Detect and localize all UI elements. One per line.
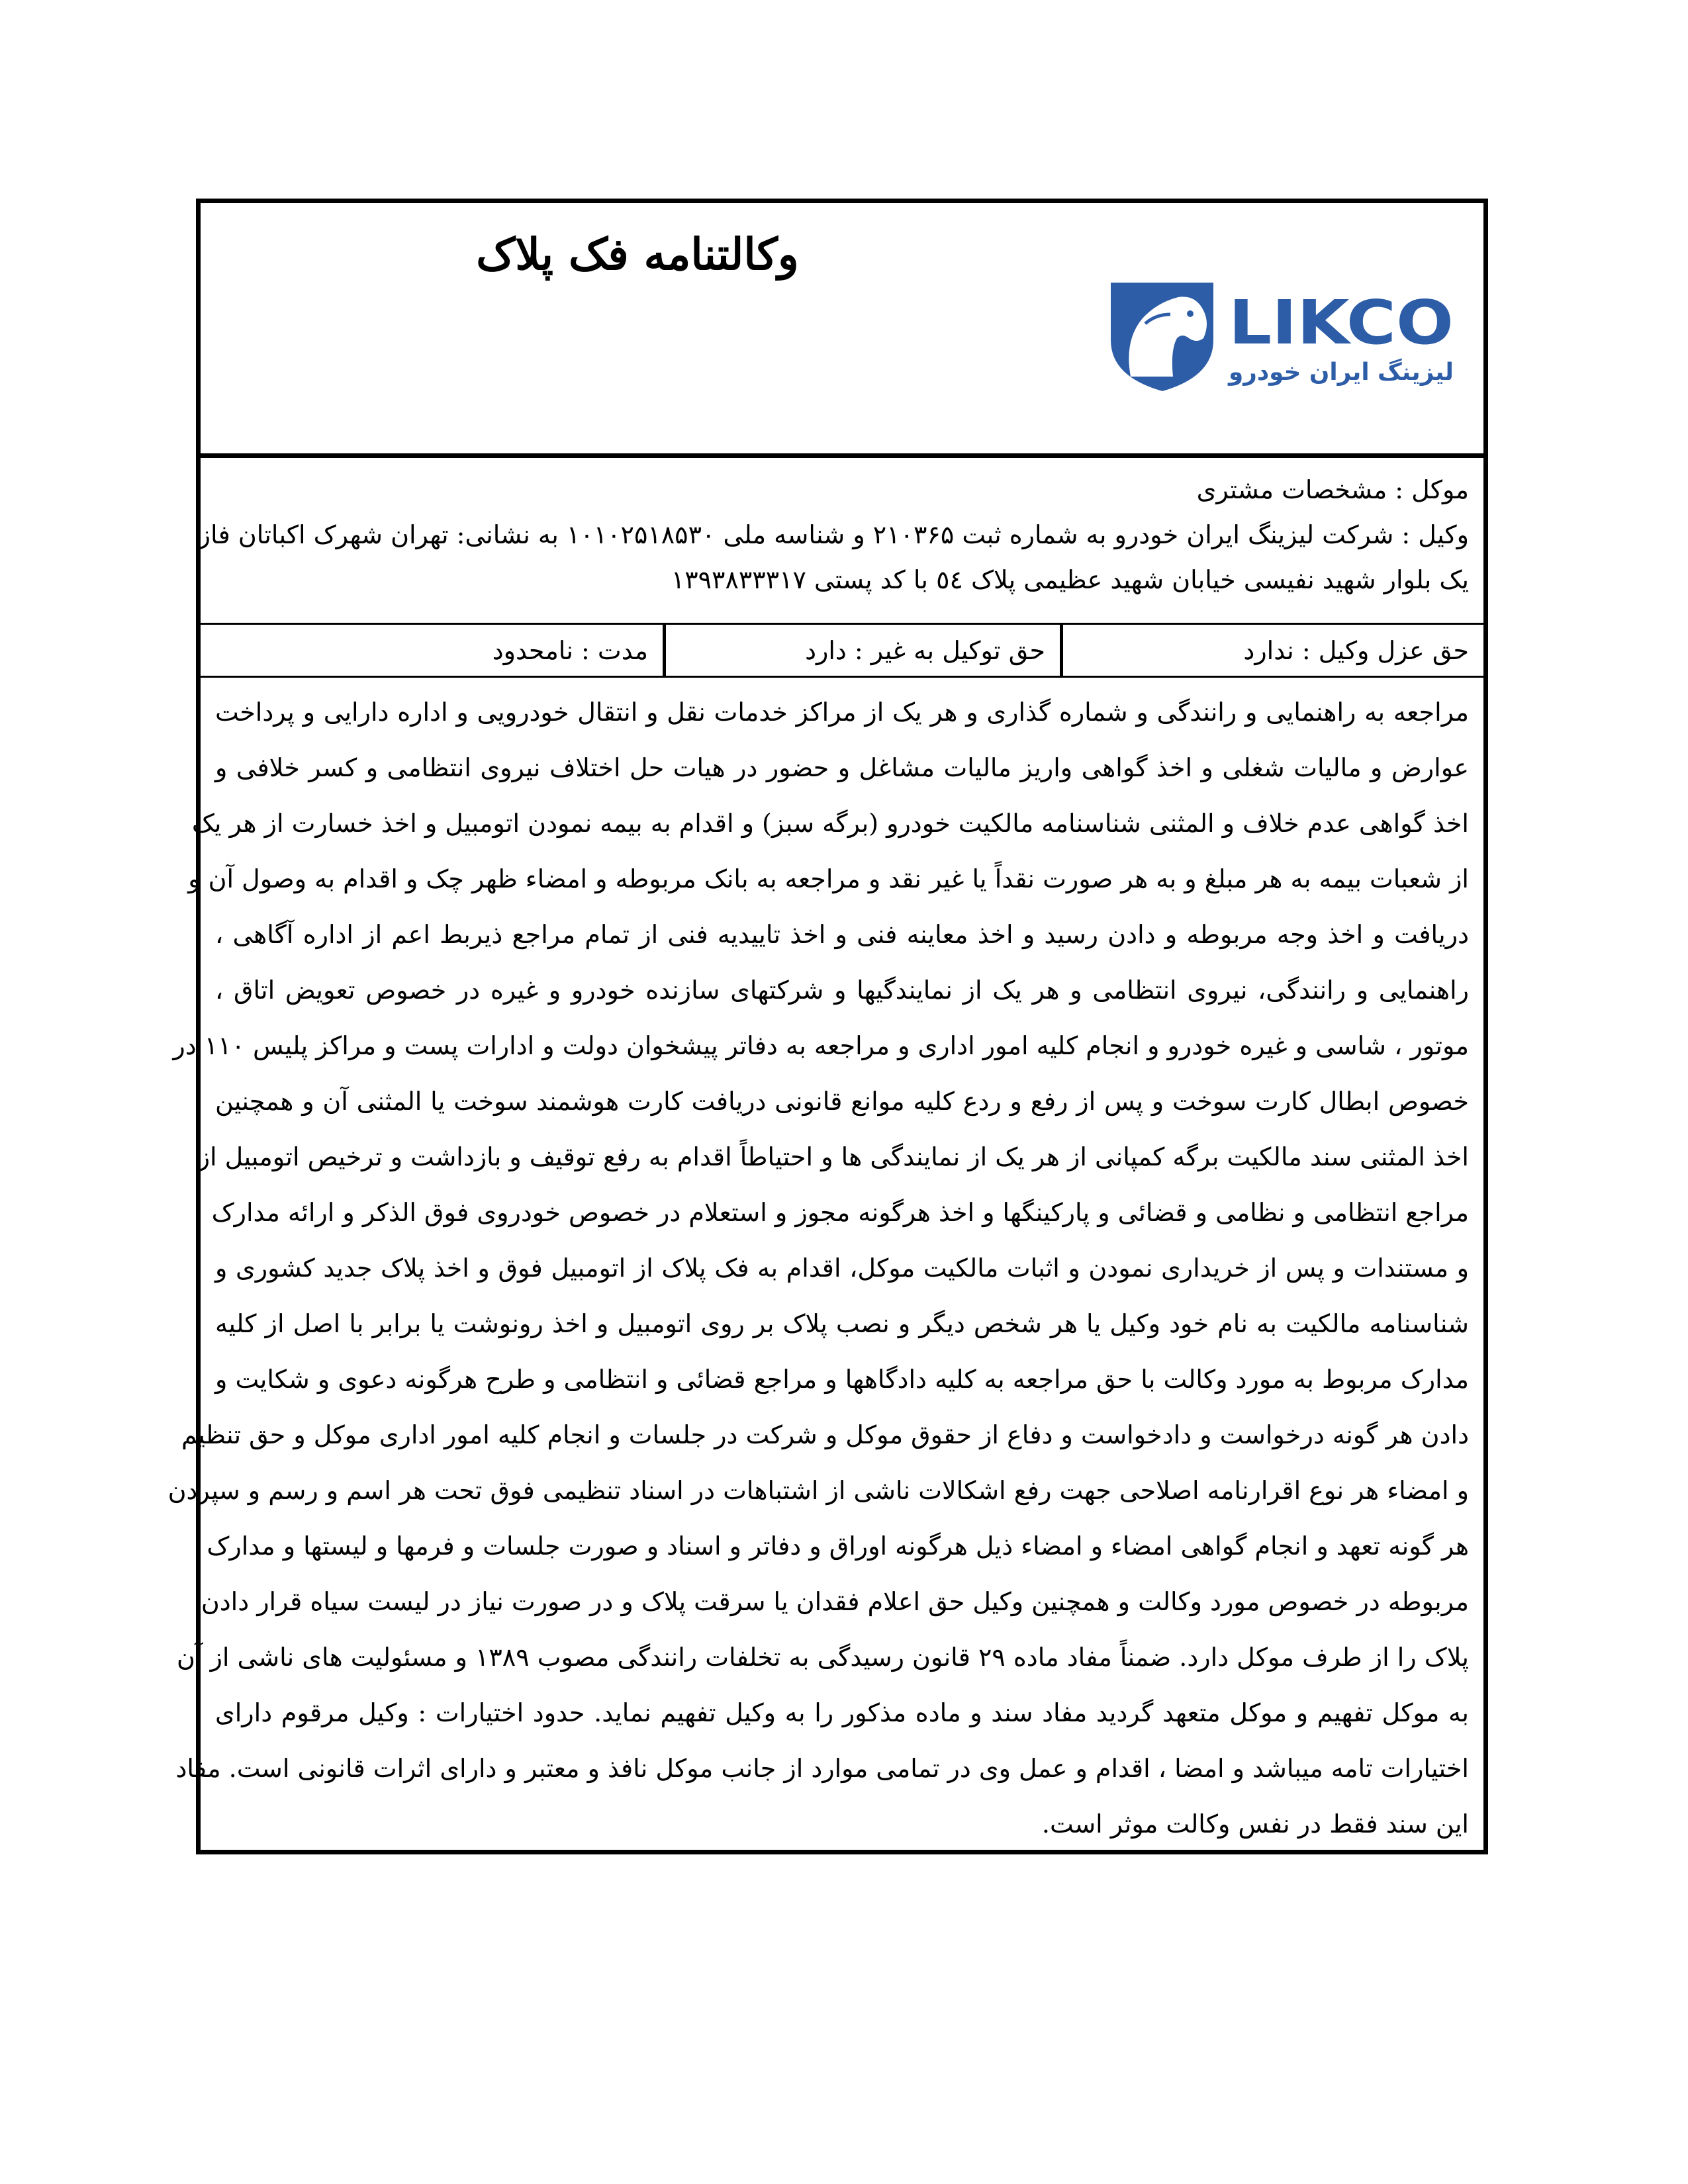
body-line: مراجعه به راهنمایی و رانندگی و شماره گذاری و هر یک از مراکز خدمات نقل و انتقال خودرویی و اداره دارایی و پرداخت xyxy=(215,698,1469,727)
body-line: شناسنامه مالکیت به نام خود وکیل یا هر شخص دیگر و نصب پلاک بر روی اتومبیل و اخذ رونوشت یا برابر با اصل از کلیه xyxy=(215,1309,1469,1338)
body-line: اخذ المثنی سند مالکیت برگه کمپانی از هر یک از نمایندگی ها و احتیاطاً اقدام به رفع توقیف و بازداشت و ترخیص اتومبیل از xyxy=(197,1142,1469,1171)
logo-wordmark: LIKCO xyxy=(1229,287,1454,358)
body-line: از شعبات بیمه به هر مبلغ و به هر صورت نقداً یا غیر نقد و مراجعه به بانک مربوطه و امضاء ظهر چک و اقدام به وصول آن و xyxy=(188,864,1469,893)
body-line: موتور ، شاسی و غیره خودرو و انجام کلیه امور اداری و مراجعه به دفاتر پیشخوان دولت و ادارات پست و مراکز پلیس ۱۱۰ در xyxy=(173,1031,1469,1060)
body-line: اختیارات تامه میباشد و امضا ، اقدام و عمل وی در تمامی موارد از جانب موکل نافذ و معتبر و دارای اثرات قانونی است. مفاد xyxy=(175,1754,1469,1783)
body-line: مدارک مربوط به مورد وکالت با حق مراجعه به کلیه دادگاهها و مراجع قضائی و انتظامی و طرح هرگونه دعوی و شکایت و xyxy=(215,1365,1469,1394)
document-header xyxy=(201,203,1483,458)
body-line: خصوص ابطال کارت سوخت و پس از رفع و ردع کلیه موانع قانونی دریافت کارت هوشمند سوخت یا المثنی آن و همچنین xyxy=(215,1087,1469,1116)
body-line: عوارض و مالیات شغلی و اخذ گواهی واریز مالیات مشاغل و حضور در هیات حل اختلاف نیروی انتظامی و کسر خلافی و xyxy=(215,753,1469,782)
agent-line-1: وکیل : شرکت لیزینگ ایران خودرو به شماره ثبت ۲۱۰۳۶۵ و شناسه ملی ۱۰۱۰۲۵۱۸۵۳۰ به نشانی: تهران شهرک اکباتان فاز xyxy=(198,520,1469,549)
body-line: راهنمایی و رانندگی، نیروی انتظامی و هر یک از نمایندگیها و شرکتهای سازنده خودرو و غیره در خصوص تعویض اتاق ، xyxy=(215,976,1469,1005)
principal-line: موکل : مشخصات مشتری xyxy=(1196,475,1469,504)
power-of-attorney-document xyxy=(167,199,1488,1854)
authority-body xyxy=(167,678,1483,1852)
body-line: مراجع انتظامی و نظامی و قضائی و پارکینگها و اخذ هرگونه مجوز و استعلام در خصوص خودروی فوق الذکر و ارائه مدارک xyxy=(211,1198,1469,1227)
body-line: مربوطه در خصوص مورد وکالت و همچنین وکیل حق اعلام فقدان یا سرقت پلاک و در صورت نیاز در لیست سیاه قرار دادن xyxy=(201,1587,1469,1616)
duration: مدت : نامحدود xyxy=(492,635,648,665)
body-line: به موکل تفهیم و موکل متعهد گردید مفاد سند و ماده مذکور را به وکیل تفهیم نماید. حدود اختیارات : وکیل مرقوم دارای xyxy=(215,1698,1469,1727)
body-line: دریافت و اخذ وجه مربوطه و دادن رسید و اخذ معاینه فنی و اخذ تاییدیه فنی از تمام مراجع ذیربط اعم از اداره آگاهی ، xyxy=(215,920,1469,949)
dismissal-right: حق عزل وکیل : ندارد xyxy=(1060,625,1483,676)
agent-line-2: یک بلوار شهید نفیسی خیابان شهید عظیمی پلاک ٥٤ با کد پستی ۱۳۹۳۸۳۳۳۱۷ xyxy=(671,565,1469,594)
body-line: و امضاء هر نوع اقرارنامه اصلاحی جهت رفع اشکالات ناشی از اشتباهات در اسناد تنظیمی فوق تحت هر اسم و رسم و سپردن xyxy=(167,1476,1469,1505)
body-line: دادن هر گونه درخواست و دادخواست و دفاع از حقوق موکل و شرکت در جلسات و انجام کلیه امور اداری موکل و حق تنظیم xyxy=(181,1420,1469,1449)
body-line: این سند فقط در نفس وکالت موثر است. xyxy=(1041,1809,1469,1839)
body-line: و مستندات و پس از خریداری نمودن و اثبات مالکیت موکل، اقدام به فک پلاک از اتومبیل فوق و اخذ پلاک جدید کشوری و xyxy=(215,1253,1469,1283)
document-title: وکالتنامه فک پلاک xyxy=(476,228,799,280)
logo-subtext: لیزینگ ایران خودرو xyxy=(1229,359,1456,386)
body-line: پلاک را از طرف موکل دارد. ضمناً مفاد ماده ۲۹ قانون رسیدگی به تخلفات رانندگی مصوب ۱۳۸۹ و مسئولیت های ناشی از آن xyxy=(177,1643,1469,1672)
parties-section xyxy=(198,458,1483,625)
terms-row xyxy=(201,625,1483,678)
body-line: هر گونه تعهد و انجام گواهی امضاء و امضاء ذیل هرگونه اوراق و دفاتر و اسناد و صورت جلسات و فرمها و لیستها و مدارک xyxy=(207,1531,1469,1561)
likco-logo xyxy=(1104,277,1462,393)
delegation-right: حق توکیل به غیر : دارد xyxy=(663,625,1060,676)
body-line: اخذ گواهی عدم خلاف و المثنی شناسنامه مالکیت خودرو (برگه سبز) و اقدام به بیمه نمودن اتومبیل و اخذ خسارت از هر یک xyxy=(191,809,1469,838)
